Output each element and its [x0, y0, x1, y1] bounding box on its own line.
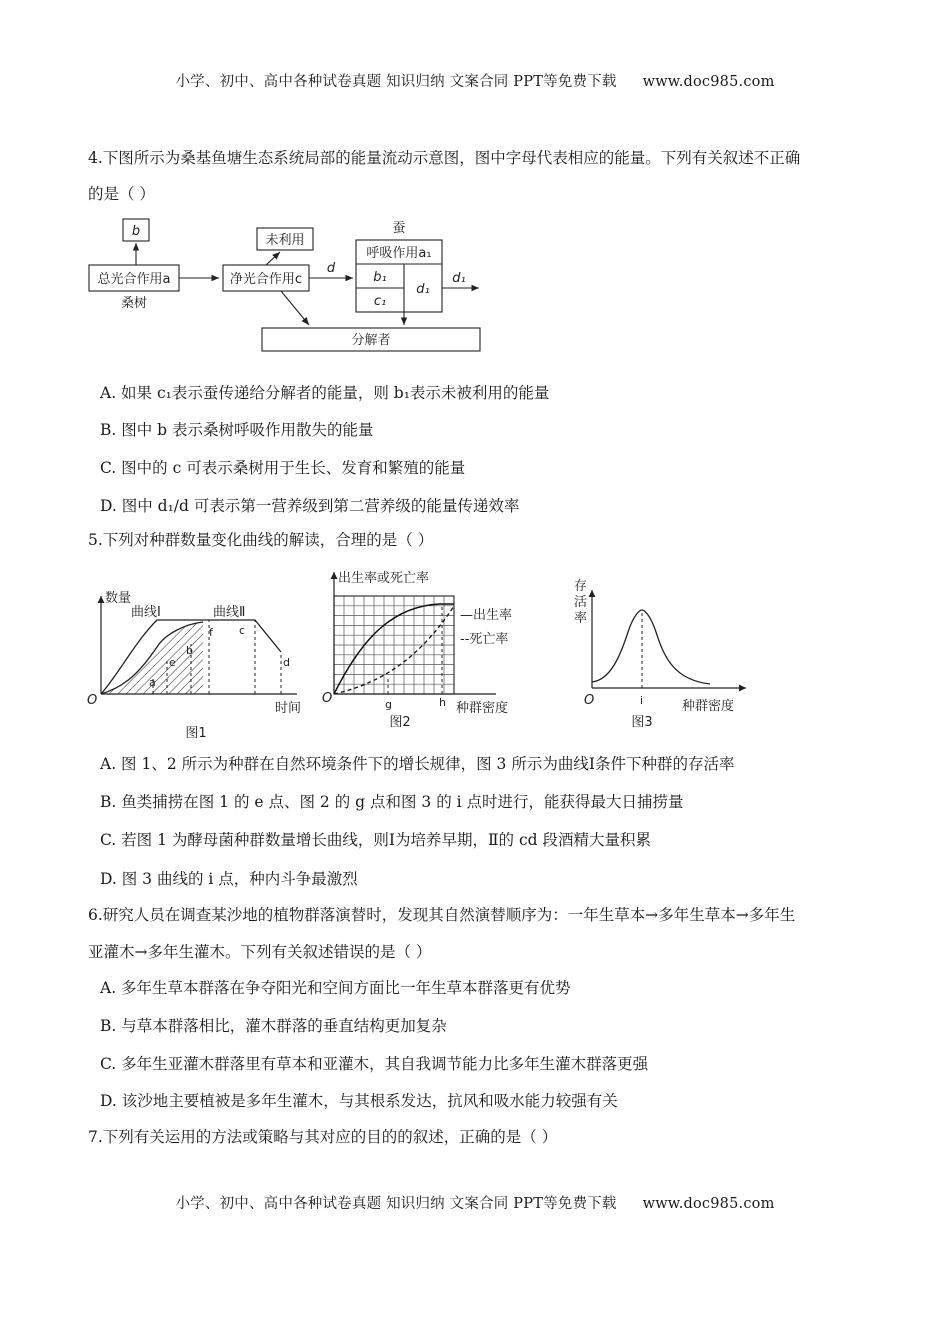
q6-stem-line2: 亚灌木→多年生灌木。下列有关叙述错误的是（ ） — [88, 943, 432, 961]
unused-label: 未利用 — [265, 233, 305, 248]
q5-option-a: A. 图 1、2 所示为种群在自然环境条件下的增长规律，图 3 所示为曲线Ⅰ条件下种群的存活率 — [100, 755, 735, 773]
c1-label: c₁ — [373, 294, 387, 309]
q6-option-c: C. 多年生亚灌木群落里有草本和亚灌木，其自我调节能力比多年生灌木群落更强 — [100, 1055, 649, 1073]
fig2-legend-death: --死亡率 — [460, 632, 509, 647]
q6-stem-line1: 6.研究人员在调查某沙地的植物群落演替时，发现其自然演替顺序为：一年生草本→多年生草本→多年生 — [88, 906, 796, 924]
b-label: b — [131, 224, 141, 239]
footer-url[interactable]: www.doc985.com — [642, 1196, 775, 1212]
fig1-ylabel: 数量 — [105, 591, 132, 606]
fig1-point-c: c — [239, 624, 246, 637]
fig3-origin: O — [584, 693, 595, 708]
fig3-ylabel — [574, 579, 587, 626]
q5-option-b: B. 鱼类捕捞在图 1 的 e 点、图 2 的 g 点和图 3 的 i 点时进行，能获得最大日捕捞量 — [100, 793, 684, 811]
fig2-xlabel: 种群密度 — [456, 701, 509, 716]
q4-option-c: C. 图中的 c 可表示桑树用于生长、发育和繁殖的能量 — [100, 459, 466, 477]
gross-photosynthesis-label: 总光合作用a — [97, 272, 171, 287]
fig3-point-i: i — [640, 694, 644, 707]
q5-option-d: D. 图 3 曲线的 i 点，种内斗争最激烈 — [100, 870, 358, 888]
fig2-origin: O — [322, 691, 333, 706]
fig2-point-h: h — [439, 696, 446, 709]
q6-option-d: D. 该沙地主要植被是多年生灌木，与其根系发达，抗风和吸水能力较强有关 — [100, 1092, 618, 1110]
fig1-point-e: e — [169, 656, 176, 669]
d1-box-label: d₁ — [416, 282, 430, 297]
page-footer — [0, 1192, 950, 1213]
q6-option-b: B. 与草本群落相比，灌木群落的垂直结构更加复杂 — [100, 1017, 447, 1035]
fig1-curve2-label: 曲线Ⅱ — [213, 605, 246, 620]
fig2-point-g: g — [385, 698, 392, 711]
q7-stem: 7.下列有关运用的方法或策略与其对应的目的的叙述，正确的是（ ） — [88, 1128, 558, 1146]
fig3-ylabel-char1: 存 — [574, 579, 588, 594]
q5-figure-1 — [85, 582, 315, 742]
decomposer-label: 分解者 — [351, 333, 391, 348]
fig1-caption: 图1 — [185, 726, 207, 741]
d1-output-label: d₁ — [452, 271, 466, 286]
header-text: 小学、初中、高中各种试卷真题 知识归纳 文案合同 PPT等免费下载 — [175, 74, 617, 90]
fig3-xlabel: 种群密度 — [682, 699, 735, 714]
fig1-point-a: a — [149, 676, 156, 689]
d-label: d — [326, 261, 336, 276]
fig2-caption: 图2 — [389, 715, 411, 730]
fig2-legend-birth: —出生率 — [460, 608, 513, 623]
respiration-label: 呼吸作用a₁ — [366, 246, 432, 261]
silkworm-label: 蚕 — [392, 221, 406, 236]
fig2-ylabel: 出生率或死亡率 — [338, 571, 430, 586]
mulberry-label: 桑树 — [120, 296, 148, 311]
fig1-point-b: b — [186, 644, 193, 657]
q4-stem-line2: 的是（ ） — [88, 185, 155, 203]
fig3-ylabel-char3: 率 — [574, 611, 588, 626]
page-header — [0, 70, 950, 91]
q4-stem-line1: 4.下图所示为桑基鱼塘生态系统局部的能量流动示意图，图中字母代表相应的能量。下列有关叙述不正确 — [88, 149, 801, 167]
q5-figure-3 — [570, 572, 760, 742]
fig3-ylabel-char2: 活 — [574, 595, 588, 610]
fig3-caption: 图3 — [631, 715, 653, 730]
q5-stem: 5.下列对种群数量变化曲线的解读，合理的是（ ） — [88, 531, 434, 549]
fig1-point-d: d — [283, 656, 290, 669]
fig1-point-f: f — [209, 626, 213, 639]
q5-option-c: C. 若图 1 为酵母菌种群数量增长曲线，则Ⅰ为培养早期，Ⅱ的 cd 段酒精大量积累 — [100, 831, 651, 849]
fig1-origin: O — [87, 693, 98, 708]
footer-text: 小学、初中、高中各种试卷真题 知识归纳 文案合同 PPT等免费下载 — [175, 1196, 617, 1212]
fig1-xlabel: 时间 — [275, 701, 302, 716]
q4-option-a: A. 如果 c₁表示蚕传递给分解者的能量，则 b₁表示未被利用的能量 — [100, 384, 550, 402]
q4-option-b: B. 图中 b 表示桑树呼吸作用散失的能量 — [100, 421, 374, 439]
q4-option-d: D. 图中 d₁/d 可表示第一营养级到第二营养级的能量传递效率 — [100, 497, 520, 515]
q4-energy-flow-diagram — [85, 212, 505, 357]
net-photosynthesis-label: 净光合作用c — [229, 272, 303, 287]
b1-label: b₁ — [373, 270, 387, 285]
q5-figure-2 — [318, 566, 538, 742]
q6-option-a: A. 多年生草本群落在争夺阳光和空间方面比一年生草本群落更有优势 — [100, 979, 571, 997]
fig1-curve1-label: 曲线Ⅰ — [131, 605, 161, 620]
header-url[interactable]: www.doc985.com — [642, 74, 775, 90]
